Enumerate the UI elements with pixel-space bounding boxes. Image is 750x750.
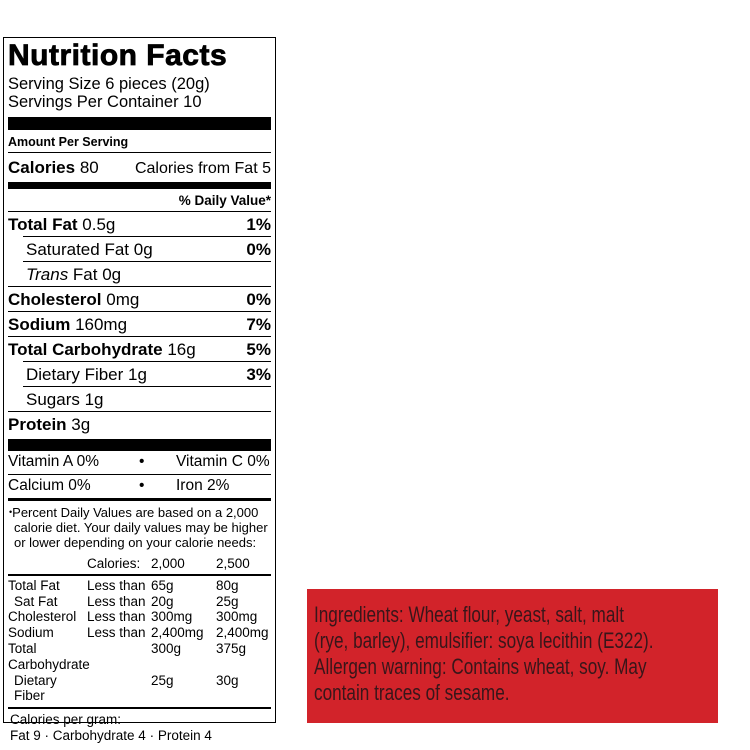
nutrient-amount: 0.5g: [77, 215, 116, 234]
dv-table-2000-value: 65g: [151, 577, 174, 593]
nutrient-daily-value: 1%: [246, 215, 271, 234]
dv-table-2500-value: 2,400mg: [216, 625, 269, 641]
dv-table-2500-value: 30g: [216, 672, 239, 688]
ingredients-text-line: Ingredients: Wheat flour, yeast, salt, malt: [314, 602, 624, 627]
vitamin-bullet: •: [139, 477, 145, 494]
nutrient-name: [8, 289, 139, 311]
dv-table-qualifier: Less than: [87, 625, 146, 641]
nutrient-name-text: Dietary Fiber: [26, 365, 124, 384]
nutrient-amount: 1g: [79, 390, 104, 409]
ingredients-text-line: contain traces of sesame.: [314, 680, 510, 705]
dv-table-qualifier: [87, 641, 151, 673]
dv-table-header: [8, 556, 271, 572]
nutrient-amount: 3g: [66, 415, 91, 434]
nutrient-daily-value: 0%: [246, 240, 271, 259]
nutrient-name: [26, 264, 121, 286]
daily-value-header: % Daily Value*: [8, 189, 271, 212]
ingredients-allergen-box: [307, 589, 718, 723]
dv-table-2500-header: 2,500: [216, 556, 250, 571]
nutrient-row: [8, 212, 271, 236]
calories-per-gram-title: Calories per gram:: [10, 711, 122, 727]
nutrient-amount: 1g: [123, 365, 147, 384]
vitamin-left: Calcium 0%: [8, 477, 91, 494]
dv-table-2000-value: 20g: [151, 593, 174, 609]
separator-bar-medium: [8, 182, 271, 189]
nutrient-row: [8, 237, 271, 261]
dv-table-2000-value: 25g: [151, 672, 174, 688]
dv-table-name: Total Fat: [8, 577, 60, 593]
daily-value-footnote: [8, 501, 271, 553]
nutrient-name-text: Cholesterol: [8, 290, 102, 309]
nutrient-row: [8, 337, 271, 361]
dv-table-name: Total Carbohydrate: [8, 640, 90, 672]
dv-table-2500-value: 80g: [216, 577, 239, 593]
nutrient-name: [26, 239, 153, 261]
nutrition-facts-title: Nutrition Facts: [8, 39, 228, 72]
vitamin-bullet: •: [139, 453, 145, 470]
nutrient-daily-value: 0%: [246, 290, 271, 309]
dv-table-2500-value: 25g: [216, 593, 239, 609]
nutrient-amount: 160mg: [70, 315, 128, 334]
amount-per-serving-label: Amount Per Serving: [8, 130, 271, 153]
nutrient-amount: 16g: [162, 340, 196, 359]
nutrient-row: [8, 262, 271, 286]
nutrient-daily-value: 3%: [246, 365, 271, 384]
vitamin-right: Vitamin C 0%: [176, 453, 270, 470]
dv-table-qualifier: Less than: [87, 577, 146, 593]
dv-table-2000-header: 2,000: [151, 556, 185, 571]
calories-row: [8, 153, 271, 182]
dv-table-row: [8, 673, 271, 705]
dv-table-name: Sodium: [8, 625, 54, 641]
nutrient-rows: [8, 212, 271, 436]
nutrient-name-text: Protein: [8, 415, 67, 434]
servings-per-container: Servings Per Container 10: [8, 92, 202, 111]
dv-table-2000-value: 2,400mg: [151, 625, 204, 641]
nutrient-name: [8, 414, 90, 436]
nutrient-name-text: Saturated Fat: [26, 240, 130, 259]
nutrient-daily-value: 5%: [246, 340, 271, 359]
nutrient-row: [8, 312, 271, 336]
nutrient-daily-value: 7%: [246, 315, 271, 334]
footnote-text: Percent Daily Values are based on a 2,000 calorie diet. Your daily values may be higher or lower depending on your calorie needs:: [12, 505, 268, 550]
calories-value: Calories 80: [8, 158, 99, 177]
nutrient-amount: Fat 0g: [68, 265, 122, 284]
dv-table-row: [8, 594, 271, 610]
nutrient-name-text: Sugars: [26, 390, 80, 409]
calories-from-fat: Calories from Fat 5: [134, 160, 271, 177]
vitamin-row: [8, 451, 271, 474]
nutrient-name: [8, 339, 196, 361]
dv-table-row: [8, 641, 271, 673]
vitamin-row: [8, 475, 271, 498]
footnote-marker: •: [9, 507, 13, 517]
nutrient-name-text: Sodium: [8, 315, 71, 334]
separator-bar-protein: [8, 439, 271, 451]
nutrient-row: [8, 287, 271, 311]
nutrient-row: [8, 362, 271, 386]
dv-table-qualifier: Less than: [87, 609, 146, 625]
separator-bar-thick: [8, 117, 271, 130]
dv-table-row: [8, 625, 271, 641]
dv-table-qualifier: Less than: [87, 593, 146, 609]
calories-per-gram-line: Fat 9 · Carbohydrate 4 · Protein 4: [10, 728, 212, 744]
vitamin-rows: [8, 451, 271, 501]
dv-table-2000-value: 300mg: [151, 609, 193, 625]
dv-table-qualifier: [87, 673, 151, 705]
dv-table-2500-value: 300mg: [216, 609, 258, 625]
serving-size: Serving Size 6 pieces (20g): [8, 75, 210, 93]
nutrient-row: [8, 412, 271, 436]
nutrient-amount: 0mg: [101, 290, 140, 309]
dv-table-rows: [8, 576, 271, 704]
nutrient-row: [8, 387, 271, 411]
dv-table-name: Cholesterol: [8, 609, 77, 625]
dv-table-2500-value: 375g: [216, 640, 247, 656]
dv-table-row: [8, 609, 271, 625]
nutrient-name-text: Total Carbohydrate: [8, 340, 163, 359]
vitamin-right: Iron 2%: [176, 477, 230, 494]
vitamin-left: Vitamin A 0%: [8, 453, 100, 470]
nutrient-name: [8, 314, 127, 336]
dv-table-name: Dietary Fiber: [14, 672, 57, 704]
ingredients-text-line: Allergen warning: Contains wheat, soy. May: [314, 654, 647, 679]
nutrition-facts-panel: [3, 37, 276, 744]
nutrient-name: [26, 364, 147, 386]
nutrient-name: [26, 389, 104, 411]
nutrient-name-text: Trans: [26, 265, 69, 284]
dv-table-name: Sat Fat: [14, 593, 58, 609]
dv-table-calories-label: Calories:: [87, 556, 141, 571]
nutrient-amount: 0g: [129, 240, 153, 259]
dv-table-row: [8, 578, 271, 594]
nutrient-name: [8, 214, 115, 236]
nutrient-name-text: Total Fat: [8, 215, 78, 234]
ingredients-text-line: (rye, barley), emulsifier: soya lecithin (E322).: [314, 628, 654, 653]
dv-table-2000-value: 300g: [151, 640, 182, 656]
